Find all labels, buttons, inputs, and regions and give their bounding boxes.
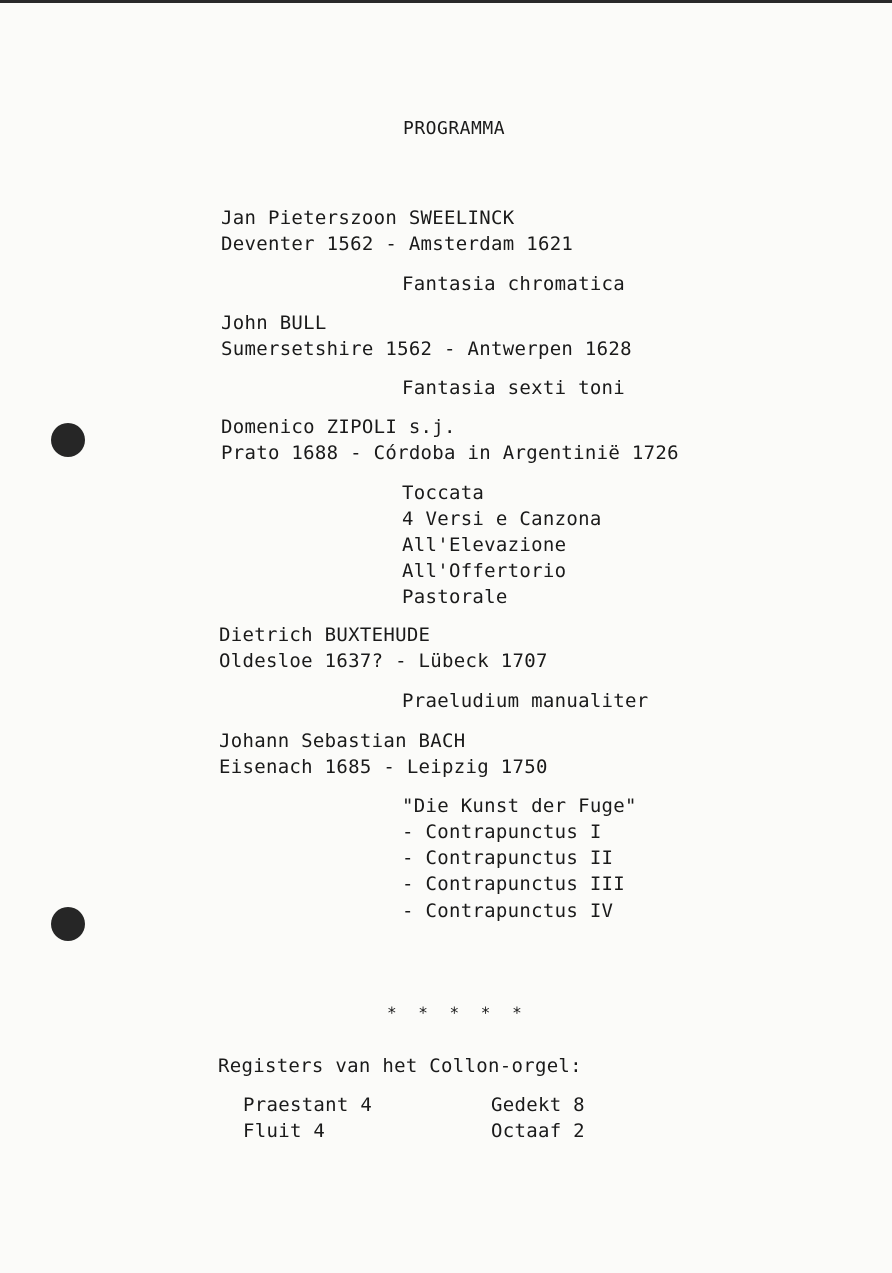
page-top-edge: [0, 0, 892, 3]
composer-name: Dietrich BUXTEHUDE: [219, 624, 431, 646]
work-title: - Contrapunctus III: [402, 873, 626, 895]
work-title: Pastorale: [402, 586, 508, 608]
work-title: - Contrapunctus I: [402, 821, 602, 843]
work-title: - Contrapunctus II: [402, 847, 614, 869]
register-item: Fluit 4: [243, 1120, 326, 1142]
composer-life: Oldesloe 1637? - Lübeck 1707: [219, 650, 548, 672]
page-title: PROGRAMMA: [403, 118, 506, 139]
punch-hole-bottom: [51, 907, 85, 941]
work-title: Praeludium manualiter: [402, 690, 649, 712]
composer-life: Prato 1688 - Córdoba in Argentinië 1726: [221, 442, 679, 464]
work-title: Fantasia chromatica: [402, 273, 626, 295]
work-title: 4 Versi e Canzona: [402, 508, 602, 530]
composer-life: Deventer 1562 - Amsterdam 1621: [221, 233, 574, 255]
work-title: - Contrapunctus IV: [402, 900, 614, 922]
composer-life: Sumersetshire 1562 - Antwerpen 1628: [221, 338, 632, 360]
work-title: All'Elevazione: [402, 534, 567, 556]
work-title: "Die Kunst der Fuge": [402, 795, 637, 817]
composer-life: Eisenach 1685 - Leipzig 1750: [219, 756, 548, 778]
work-title: Toccata: [402, 482, 485, 504]
composer-name: John BULL: [221, 312, 327, 334]
work-title: Fantasia sexti toni: [402, 377, 626, 399]
section-separator: * * * * *: [387, 1003, 528, 1022]
work-title: All'Offertorio: [402, 560, 567, 582]
composer-name: Jan Pieterszoon SWEELINCK: [221, 207, 515, 229]
punch-hole-top: [51, 423, 85, 457]
composer-name: Johann Sebastian BACH: [219, 730, 466, 752]
registers-heading: Registers van het Collon-orgel:: [218, 1055, 582, 1077]
composer-name: Domenico ZIPOLI s.j.: [221, 416, 456, 438]
register-item: Praestant 4: [243, 1094, 373, 1116]
register-item: Octaaf 2: [491, 1120, 585, 1142]
register-item: Gedekt 8: [491, 1094, 585, 1116]
